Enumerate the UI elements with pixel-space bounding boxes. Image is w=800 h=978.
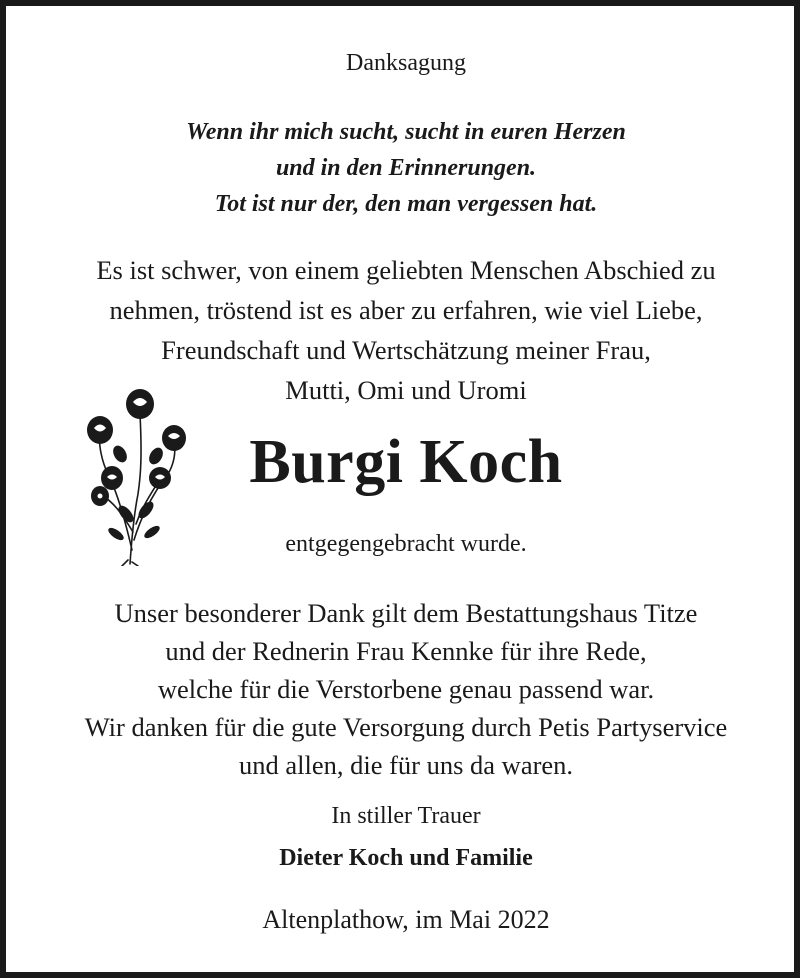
motto-line: und in den Erinnerungen. xyxy=(275,155,537,181)
after-name-text: entgegengebracht wurde. xyxy=(285,531,527,557)
intro-line: Mutti, Omi und Uromi xyxy=(285,375,527,405)
thanks-line: Wir danken für die gute Versorgung durch Petis Partyservice xyxy=(84,712,728,742)
thanks-line: und der Rednerin Frau Kennke für ihre Rede, xyxy=(165,636,647,666)
closing-phrase: In stiller Trauer xyxy=(331,803,481,829)
intro-line: Es ist schwer, von einem geliebten Menschen Abschied zu xyxy=(96,255,716,285)
thanks-line: welche für die Verstorbene genau passend war. xyxy=(157,674,655,704)
heading: Danksagung xyxy=(346,50,466,76)
intro-line: Freundschaft und Wertschätzung meiner Frau, xyxy=(161,335,651,365)
motto-line: Tot ist nur der, den man vergessen hat. xyxy=(214,191,598,217)
thanks-line: und allen, die für uns da waren. xyxy=(238,750,574,780)
motto-line: Wenn ihr mich sucht, sucht in euren Herzen xyxy=(186,119,626,145)
motto-quote xyxy=(6,114,800,222)
deceased-name: Burgi Koch xyxy=(249,428,563,496)
place-date: Altenplathow, im Mai 2022 xyxy=(262,905,550,934)
intro-line: nehmen, tröstend ist es aber zu erfahren, wie viel Liebe, xyxy=(109,295,703,325)
thanks-paragraph xyxy=(6,594,800,784)
thanks-line: Unser besonderer Dank gilt dem Bestattungshaus Titze xyxy=(114,598,698,628)
signature: Dieter Koch und Familie xyxy=(279,845,533,871)
